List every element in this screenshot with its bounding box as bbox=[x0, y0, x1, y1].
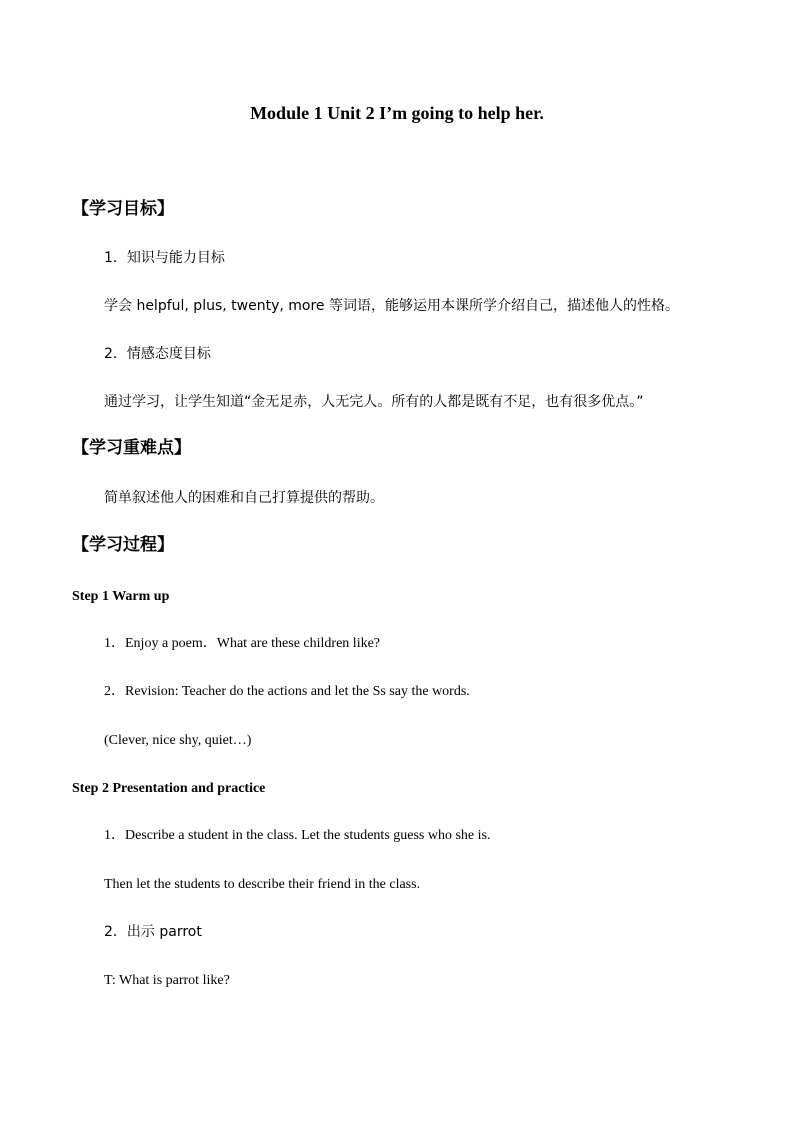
step-1-line-1: 1．Enjoy a poem．What are these children like? bbox=[104, 636, 381, 651]
step-2-line-4: T: What is parrot like? bbox=[104, 973, 230, 988]
section-heading-key-points: 【学习重难点】 bbox=[72, 438, 191, 458]
step-2-line-3: 2．出示 parrot bbox=[104, 924, 202, 940]
section-heading-process: 【学习过程】 bbox=[72, 535, 174, 555]
step-1-line-2: 2．Revision: Teacher do the actions and let the Ss say the words. bbox=[104, 684, 470, 699]
goal-item-2-text: 通过学习，让学生知道“金无足赤，人无完人。所有的人都是既有不足，也有很多优点。” bbox=[104, 394, 644, 410]
goal-item-2-label: 2．情感态度目标 bbox=[104, 346, 211, 362]
step-1-title: Step 1 Warm up bbox=[72, 589, 170, 604]
step-2-line-2: Then let the students to describe their friend in the class. bbox=[104, 877, 421, 892]
step-2-title: Step 2 Presentation and practice bbox=[72, 781, 266, 796]
document-title: Module 1 Unit 2 I’m going to help her. bbox=[250, 103, 544, 123]
key-points-text: 简单叙述他人的困难和自己打算提供的帮助。 bbox=[104, 490, 384, 506]
step-2-line-1: 1．Describe a student in the class. Let the students guess who she is. bbox=[104, 828, 491, 843]
goal-item-1-text: 学会 helpful, plus, twenty, more 等词语，能够运用本课所学介绍自己，描述他人的性格。 bbox=[104, 298, 679, 314]
goal-item-1-label: 1．知识与能力目标 bbox=[104, 250, 225, 266]
step-1-line-3: (Clever, nice shy, quiet…) bbox=[104, 733, 252, 748]
section-heading-goals: 【学习目标】 bbox=[72, 199, 174, 219]
